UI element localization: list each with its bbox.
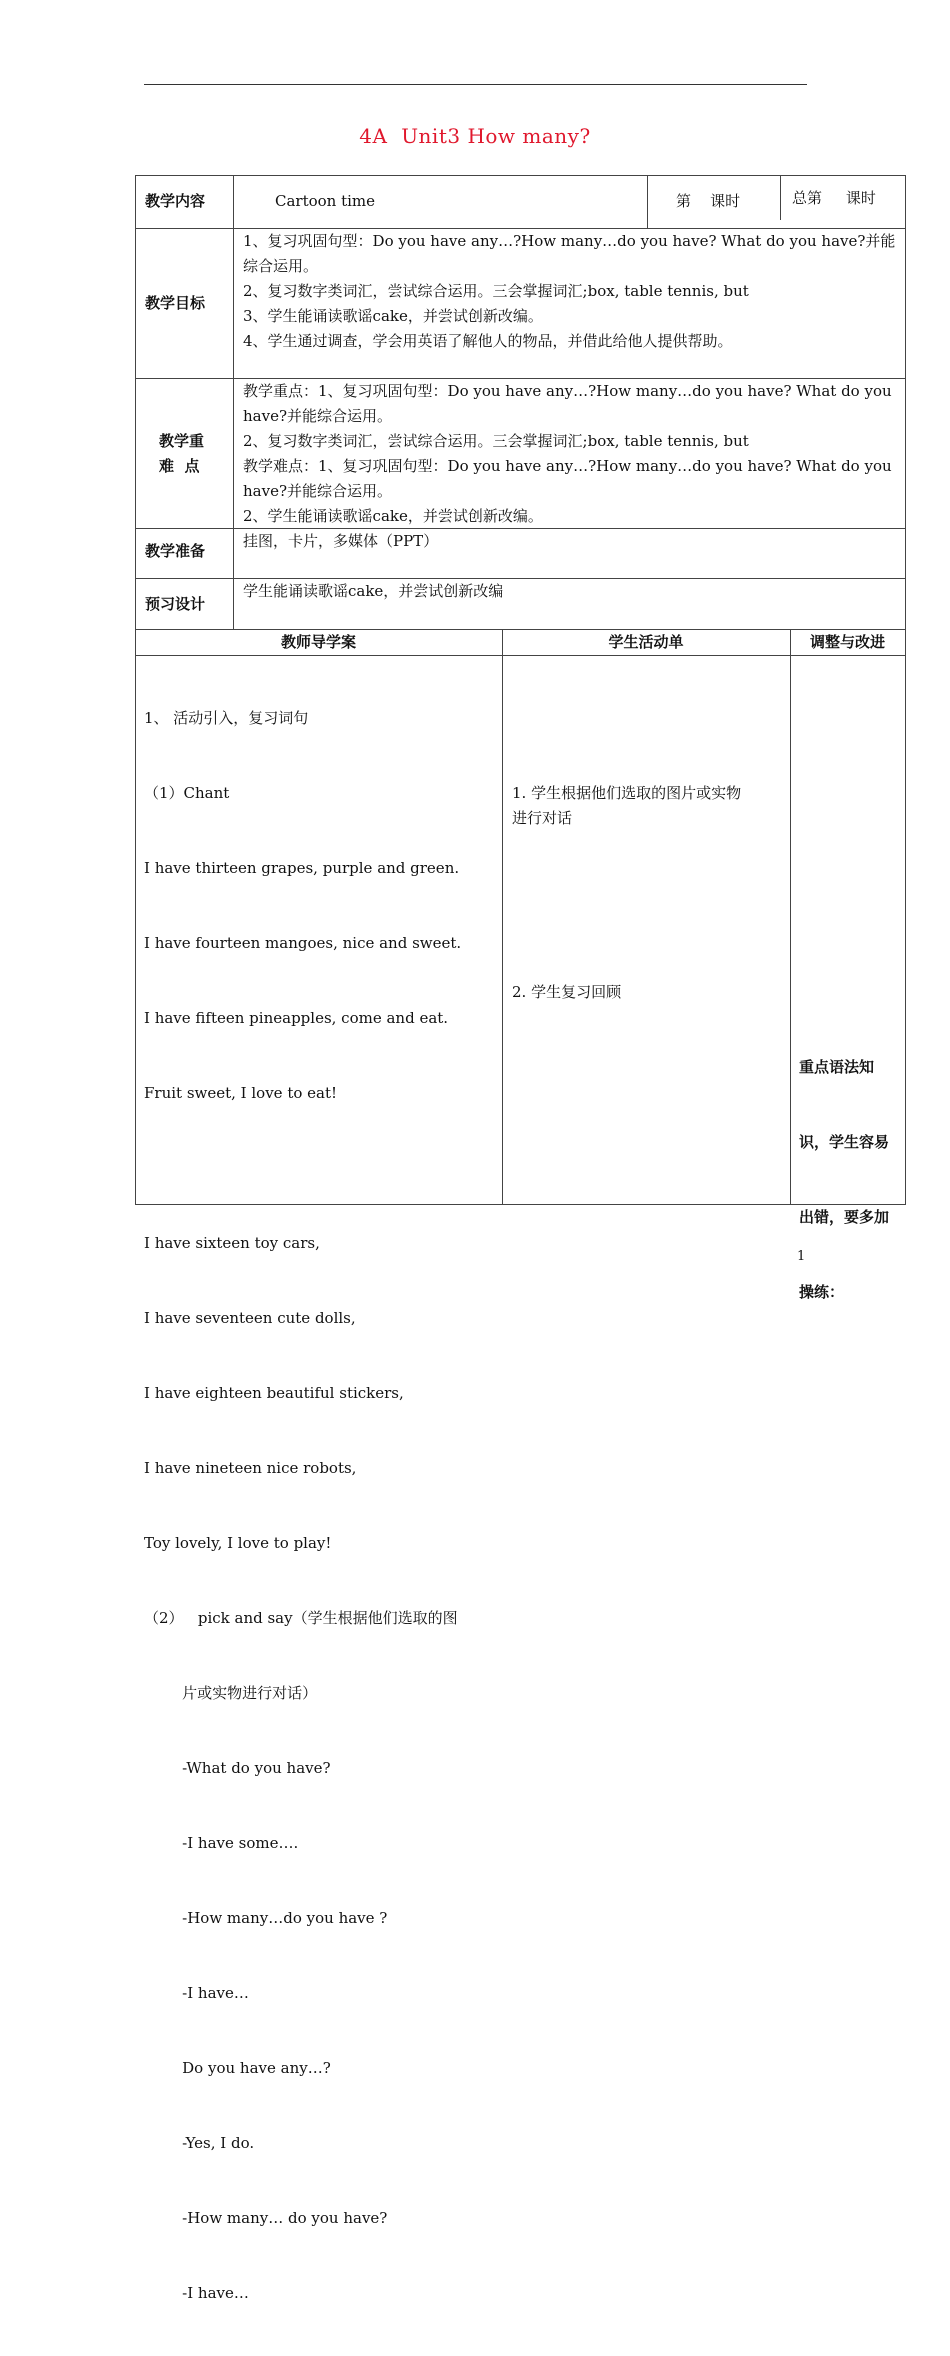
key-point-item: 2、学生能诵读歌谣cake，并尝试创新改编。 — [243, 507, 543, 525]
content-label: 教学内容 — [145, 192, 206, 210]
prep-value: 挂图，卡片，多媒体（PPT） — [243, 532, 439, 550]
teacher-plan — [144, 656, 461, 2356]
key-point-item: 教学重点：1、复习巩固句型：Do you have any…?How many…do you have? What do you have?并能综合运用。 — [243, 382, 892, 425]
goal-item: 2、复习数字类词汇，尝试综合运用。三会掌握词汇;box, table tennis, but — [243, 282, 749, 300]
adjust-column-header: 调整与改进 — [809, 633, 885, 651]
key-point-item: 2、复习数字类词汇，尝试综合运用。三会掌握词汇;box, table tennis, but — [243, 432, 749, 450]
total-label: 总第 课时 — [792, 189, 876, 207]
teacher-line: -Yes, I do. — [144, 2134, 255, 2152]
teacher-line: 片或实物进行对话） — [144, 1684, 318, 1702]
adjust-line: 重点语法知 — [799, 1058, 875, 1076]
key-points-list — [243, 379, 897, 529]
content-value: Cartoon time — [275, 192, 376, 210]
key-label-line1: 教学重 — [159, 432, 205, 450]
teacher-line: Do you have any…? — [144, 2059, 331, 2077]
page-number: 1 — [797, 1249, 806, 1264]
teacher-line: -How many…do you have ? — [144, 1909, 388, 1927]
teacher-line: -I have some…. — [144, 1834, 299, 1852]
teacher-column-header: 教师导学案 — [280, 633, 356, 651]
teacher-line: I have fifteen pineapples, come and eat. — [144, 1009, 449, 1027]
preview-value: 学生能诵读歌谣cake，并尝试创新改编 — [243, 582, 504, 600]
adjust-notes — [799, 1005, 889, 1355]
key-point-item: 教学难点：1、复习巩固句型：Do you have any…?How many…do you have? What do you have?并能综合运用。 — [243, 457, 892, 500]
adjust-line: 识，学生容易 — [799, 1133, 890, 1151]
teacher-line: -I have… — [144, 2284, 249, 2302]
teacher-line: -How many… do you have? — [144, 2209, 388, 2227]
teacher-line: -What do you have? — [144, 1759, 331, 1777]
prep-label: 教学准备 — [145, 542, 206, 560]
teacher-line: Fruit sweet, I love to eat! — [144, 1084, 338, 1102]
teacher-line: Toy lovely, I love to play! — [144, 1534, 332, 1552]
header-rule — [144, 84, 807, 85]
student-item-2: 2. 学生复习回顾 — [512, 983, 622, 1001]
goal-item: 4、学生通过调查，学会用英语了解他人的物品，并借此给他人提供帮助。 — [243, 332, 733, 350]
teacher-line: I have seventeen cute dolls, — [144, 1309, 356, 1327]
lesson-plan-table — [135, 175, 906, 2302]
teacher-line: I have thirteen grapes, purple and green. — [144, 859, 460, 877]
lesson-label: 第 课时 — [676, 192, 741, 210]
adjust-line: 操练： — [799, 1283, 845, 1301]
goals-list — [243, 229, 897, 354]
student-item-1-line1: 1. 学生根据他们选取的图片或实物 — [512, 784, 742, 802]
teacher-line: 1、 活动引入，复习词句 — [144, 709, 309, 727]
key-label-line2: 难 点 — [159, 457, 200, 475]
page-title: 4A Unit3 How many? — [359, 124, 591, 148]
goals-label: 教学目标 — [145, 294, 206, 312]
teacher-line: （1）Chant — [144, 784, 230, 802]
teacher-line: I have sixteen toy cars, — [144, 1234, 320, 1252]
teacher-line: -I have… — [144, 1984, 249, 2002]
student-item-1-line2: 进行对话 — [512, 809, 573, 827]
teacher-line: I have fourteen mangoes, nice and sweet. — [144, 934, 462, 952]
teacher-line: I have nineteen nice robots, — [144, 1459, 357, 1477]
adjust-line: 出错，要多加 — [799, 1208, 890, 1226]
student-column-header: 学生活动单 — [608, 633, 684, 651]
teacher-line: （2） pick and say（学生根据他们选取的图 — [144, 1609, 458, 1627]
goal-item: 3、学生能诵读歌谣cake，并尝试创新改编。 — [243, 307, 543, 325]
preview-label: 预习设计 — [145, 595, 206, 613]
teacher-line: I have eighteen beautiful stickers, — [144, 1384, 404, 1402]
teacher-line — [144, 1156, 461, 1181]
goal-item: 1、复习巩固句型：Do you have any…?How many…do you have? What do you have?并能综合运用。 — [243, 232, 896, 275]
